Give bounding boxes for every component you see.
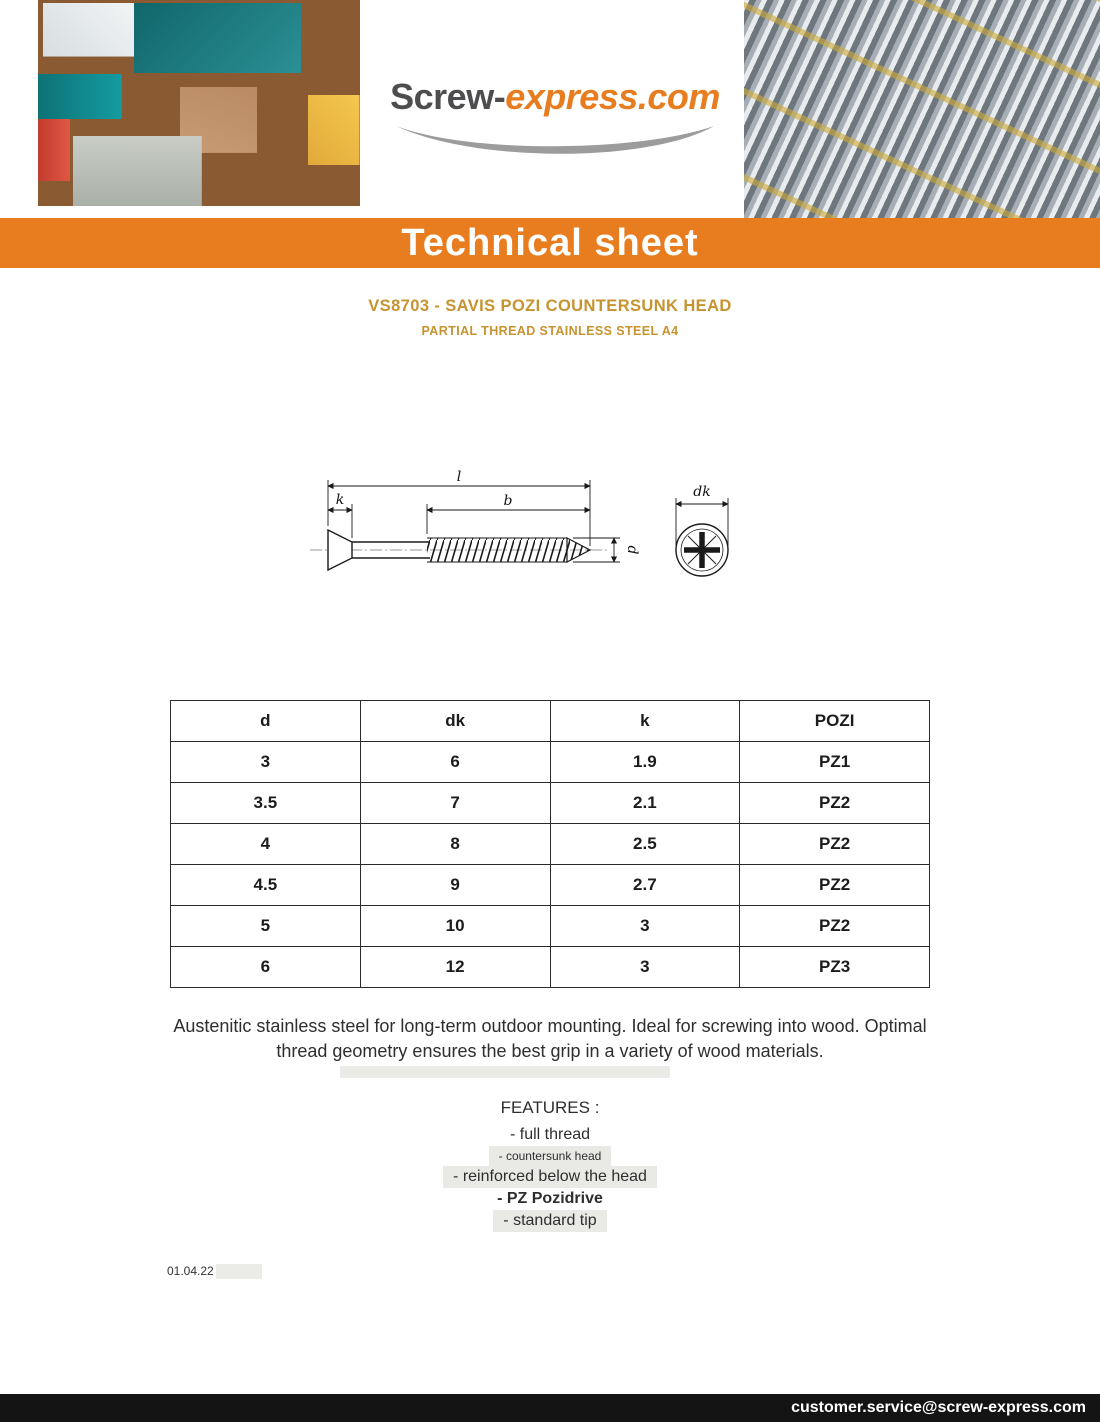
label-dk: dk — [693, 484, 711, 500]
label-d: d — [624, 545, 640, 555]
table-cell: 3 — [171, 742, 361, 783]
table-row — [171, 783, 930, 824]
table-cell: PZ1 — [740, 742, 930, 783]
document-title-block — [0, 297, 1100, 338]
pozi-head-view — [676, 524, 728, 576]
description-text: Austenitic stainless steel for long-term outdoor mounting. Ideal for screwing into wood. Optimal thread geometry ensures the best grip in a variety of wood materials. — [173, 1016, 927, 1061]
table-cell: 12 — [360, 947, 550, 988]
logo-swoosh-graphic — [390, 122, 720, 154]
banner-title: Technical sheet — [401, 221, 699, 264]
table-row — [171, 824, 930, 865]
footer-bar — [0, 1394, 1100, 1422]
features-block — [0, 1098, 1100, 1232]
table-cell: 3.5 — [171, 783, 361, 824]
column-header-k: k — [550, 701, 740, 742]
column-header-dk: dk — [360, 701, 550, 742]
feature-item-reinforced: - reinforced below the head — [443, 1166, 657, 1188]
logo-text — [372, 76, 738, 118]
table-cell: 4.5 — [171, 865, 361, 906]
table-cell: PZ2 — [740, 824, 930, 865]
label-b: b — [503, 493, 513, 509]
table-cell: PZ2 — [740, 865, 930, 906]
column-header-d: d — [171, 701, 361, 742]
feature-item-full-thread: - full thread — [509, 1126, 591, 1143]
dimensions-table — [170, 700, 930, 988]
product-subtitle: PARTIAL THREAD STAINLESS STEEL A4 — [421, 324, 679, 338]
table-cell: 9 — [360, 865, 550, 906]
table-row — [171, 865, 930, 906]
feature-item-standard-tip: - standard tip — [493, 1210, 606, 1232]
logo-text-screw: Screw- — [390, 76, 506, 117]
banner — [0, 218, 1100, 268]
scan-artifact — [340, 1066, 670, 1078]
logo — [372, 76, 738, 154]
table-cell: PZ2 — [740, 906, 930, 947]
screws-pile-photo — [744, 0, 1100, 218]
table-cell: 8 — [360, 824, 550, 865]
table-cell: 3 — [550, 906, 740, 947]
table-header-row — [171, 701, 930, 742]
scan-artifact — [216, 1264, 262, 1279]
label-k: k — [335, 492, 345, 508]
table-cell: 5 — [171, 906, 361, 947]
label-l: l — [456, 469, 462, 485]
product-title: VS8703 - SAVIS POZI COUNTERSUNK HEAD — [368, 297, 732, 315]
table-cell: PZ3 — [740, 947, 930, 988]
table-row — [171, 906, 930, 947]
table-cell: 7 — [360, 783, 550, 824]
dimension-l — [328, 480, 590, 546]
date-label: 01.04.22 — [167, 1264, 214, 1278]
logo-text-express: express.com — [505, 76, 720, 117]
feature-item-pz-pozidrive: - PZ Pozidrive — [497, 1190, 603, 1207]
screw-side-view — [328, 530, 590, 570]
table-row — [171, 947, 930, 988]
table-cell: 4 — [171, 824, 361, 865]
technical-drawing-svg — [290, 468, 750, 613]
table-cell: 2.5 — [550, 824, 740, 865]
table-cell: PZ2 — [740, 783, 930, 824]
table-cell: 10 — [360, 906, 550, 947]
table-cell: 3 — [550, 947, 740, 988]
table-row — [171, 742, 930, 783]
feature-item-countersunk-head: - countersunk head — [489, 1146, 612, 1166]
column-header-pozi: POZI — [740, 701, 930, 742]
features-heading: FEATURES : — [500, 1098, 600, 1117]
footer-email: customer.service@screw-express.com — [791, 1399, 1086, 1416]
table-cell: 1.9 — [550, 742, 740, 783]
table-cell: 2.1 — [550, 783, 740, 824]
workbench-photo — [38, 0, 360, 206]
table-cell: 6 — [171, 947, 361, 988]
technical-drawing — [290, 468, 750, 618]
table-cell: 2.7 — [550, 865, 740, 906]
table-cell: 6 — [360, 742, 550, 783]
